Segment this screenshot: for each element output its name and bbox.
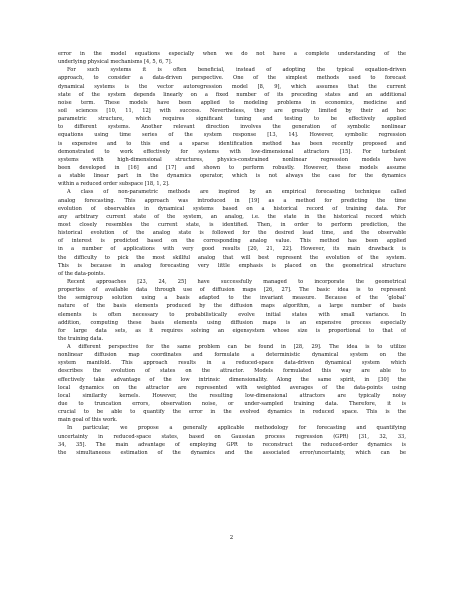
text-line: been developed in [16] and [17] and shown to perform robustly. However, these models assume	[58, 164, 406, 171]
text-line: a stable linear part in the dynamics operator, which is not always the case for the dynamics	[58, 173, 406, 180]
text-line: addition, computing these basis elements using diffusion maps is an expensive process especially	[58, 319, 406, 326]
paragraph	[58, 278, 406, 343]
text-line: describes the evolution of states on the attractor. Models formulated this way are able to	[58, 368, 406, 375]
page-number: 2	[229, 535, 234, 541]
text-line: most closely resembles the current state, is identified. Then, in order to perform prediction, the	[58, 221, 406, 228]
text-line: A class of non-parametric methods are inspired by an empirical forecasting technique called	[67, 189, 406, 196]
text-line: uncertainty in reduced-space states, based on Gaussian process regression (GPR) [31, 32, 33,	[58, 433, 406, 440]
text-line: demonstrated to work effectively for systems with low-dimensional attractors [15]. For turbulent	[58, 148, 406, 155]
text-line: to different systems. Another relevant direction involves the generation of symbolic nonlinear	[58, 124, 406, 131]
text-line: due to truncation errors, observation noise, or under-sampled training data. Therefore, it is	[58, 401, 406, 408]
text-line: local dynamics on the attractor are represented with weighted averages of the data-points using	[58, 384, 406, 391]
text-line: This is because in analog forecasting very little emphasis is placed on the geometrical structure	[58, 262, 406, 269]
text-line: dynamical systems is the vector autoregression model [8, 9], which assumes that the current	[58, 83, 406, 90]
text-line: crucial to be able to quantify the error in the evolved dynamics in reduced space. This is the	[58, 409, 406, 416]
text-line: the simultaneous estimation of the dynamics and the associated error/uncertainty, which can be	[58, 449, 406, 456]
paragraph	[58, 50, 406, 66]
text-line: main goal of this work.	[58, 417, 118, 424]
text-line: underlying physical mechanisms [4, 5, 6, 7].	[58, 59, 173, 66]
text-line: nature of the basis elements produced by the diffusion maps algorithm, a large number of basis	[58, 303, 406, 310]
text-line: effectively take advantage of the low intrinsic dimensionality. Along the same spirit, in [30] the	[58, 376, 406, 383]
text-line: state of the system depends linearly on a fixed number of its preceding states and an additional	[58, 91, 406, 98]
text-line: noise term. These models have been applied to modeling problems in economics, medicine and	[58, 99, 406, 106]
body-text	[58, 50, 406, 457]
text-line: analog forecasting. This approach was introduced in [19] as a method for predicting the time	[58, 197, 406, 204]
text-line: of interest is predicted based on the corresponding analog value. This method has been applied	[58, 238, 406, 245]
text-line: 34, 35]. The main advantage of employing GPR to reconstruct the reduced-order dynamics is	[58, 441, 406, 448]
text-line: the semigroup solution using a basis adapted to the invariant measure. Because of the ‘global’	[58, 295, 406, 302]
text-line: elements is often necessary to probabilistically evolve initial states with small variance. In	[58, 311, 406, 318]
paragraph	[58, 188, 406, 278]
text-line: of the data-points.	[58, 270, 106, 277]
text-line: properties of available data through use of diffusion maps [26, 27]. The basic idea is to represent	[58, 287, 406, 294]
text-line: A different perspective for the same problem can be found in [28, 29]. The idea is to utilize	[67, 344, 406, 351]
text-line: systems with high-dimensional structures, physics-constrained nonlinear regression models have	[58, 156, 406, 163]
text-line: in a number of applications with very good results [20, 21, 22]. However, its main drawback is	[58, 246, 406, 253]
text-line: Recent approaches [23, 24, 25] have successfully managed to incorporate the geometrical	[67, 278, 406, 285]
text-line: is expensive and to this end a sparse identification method has been recently proposed and	[58, 140, 406, 147]
text-line: For such systems it is often beneficial, instead of adopting the typical equation-driven	[67, 67, 406, 74]
text-line: parametric structure, which requires significant tuning and testing to be effectively applied	[58, 116, 406, 123]
text-line: error in the model equations especially when we do not have a complete understanding of the	[58, 51, 406, 57]
paragraph	[58, 343, 406, 424]
text-line: system manifold. This approach results in a reduced-space data-driven dynamical system which	[58, 360, 406, 367]
text-line: evolution of observables in dynamical systems based on a historical record of training data. For	[58, 205, 406, 212]
text-line: the difficulty to pick the most skillful analog that will best represent the evolution of the system.	[58, 254, 406, 261]
text-line: local similarity kernels. However, the resulting low-dimensional attractors are typically noisy	[58, 392, 406, 399]
paragraph	[58, 424, 406, 457]
text-line: In particular, we propose a generally applicable methodology for forecasting and quantifying	[67, 425, 406, 432]
text-line: equations using time series of the system response [13, 14]. However, symbolic regression	[58, 132, 406, 139]
text-line: historical evolution of the analog state is followed for the desired lead time, and the observable	[58, 230, 406, 237]
text-line: nonlinear diffusion map coordinates and formulate a deterministic dynamical system on the	[58, 352, 406, 359]
paragraph	[58, 66, 406, 188]
text-line: soil sciences [10, 11, 12] with success. Nevertheless, they are greatly limited by their ad hoc	[58, 107, 406, 114]
text-line: approach, to consider a data-driven perspective. One of the simplest methods used to forecast	[58, 75, 406, 82]
text-line: within a reduced order subspace [18, 1, 2].	[58, 181, 170, 188]
text-line: the training data.	[58, 335, 104, 342]
text-line: any arbitrary current state of the system, an analog, i.e. the state in the historical record which	[58, 213, 406, 220]
text-line: for large data sets, as it requires solving an eigensystem whose size is proportional to that of	[58, 327, 406, 334]
